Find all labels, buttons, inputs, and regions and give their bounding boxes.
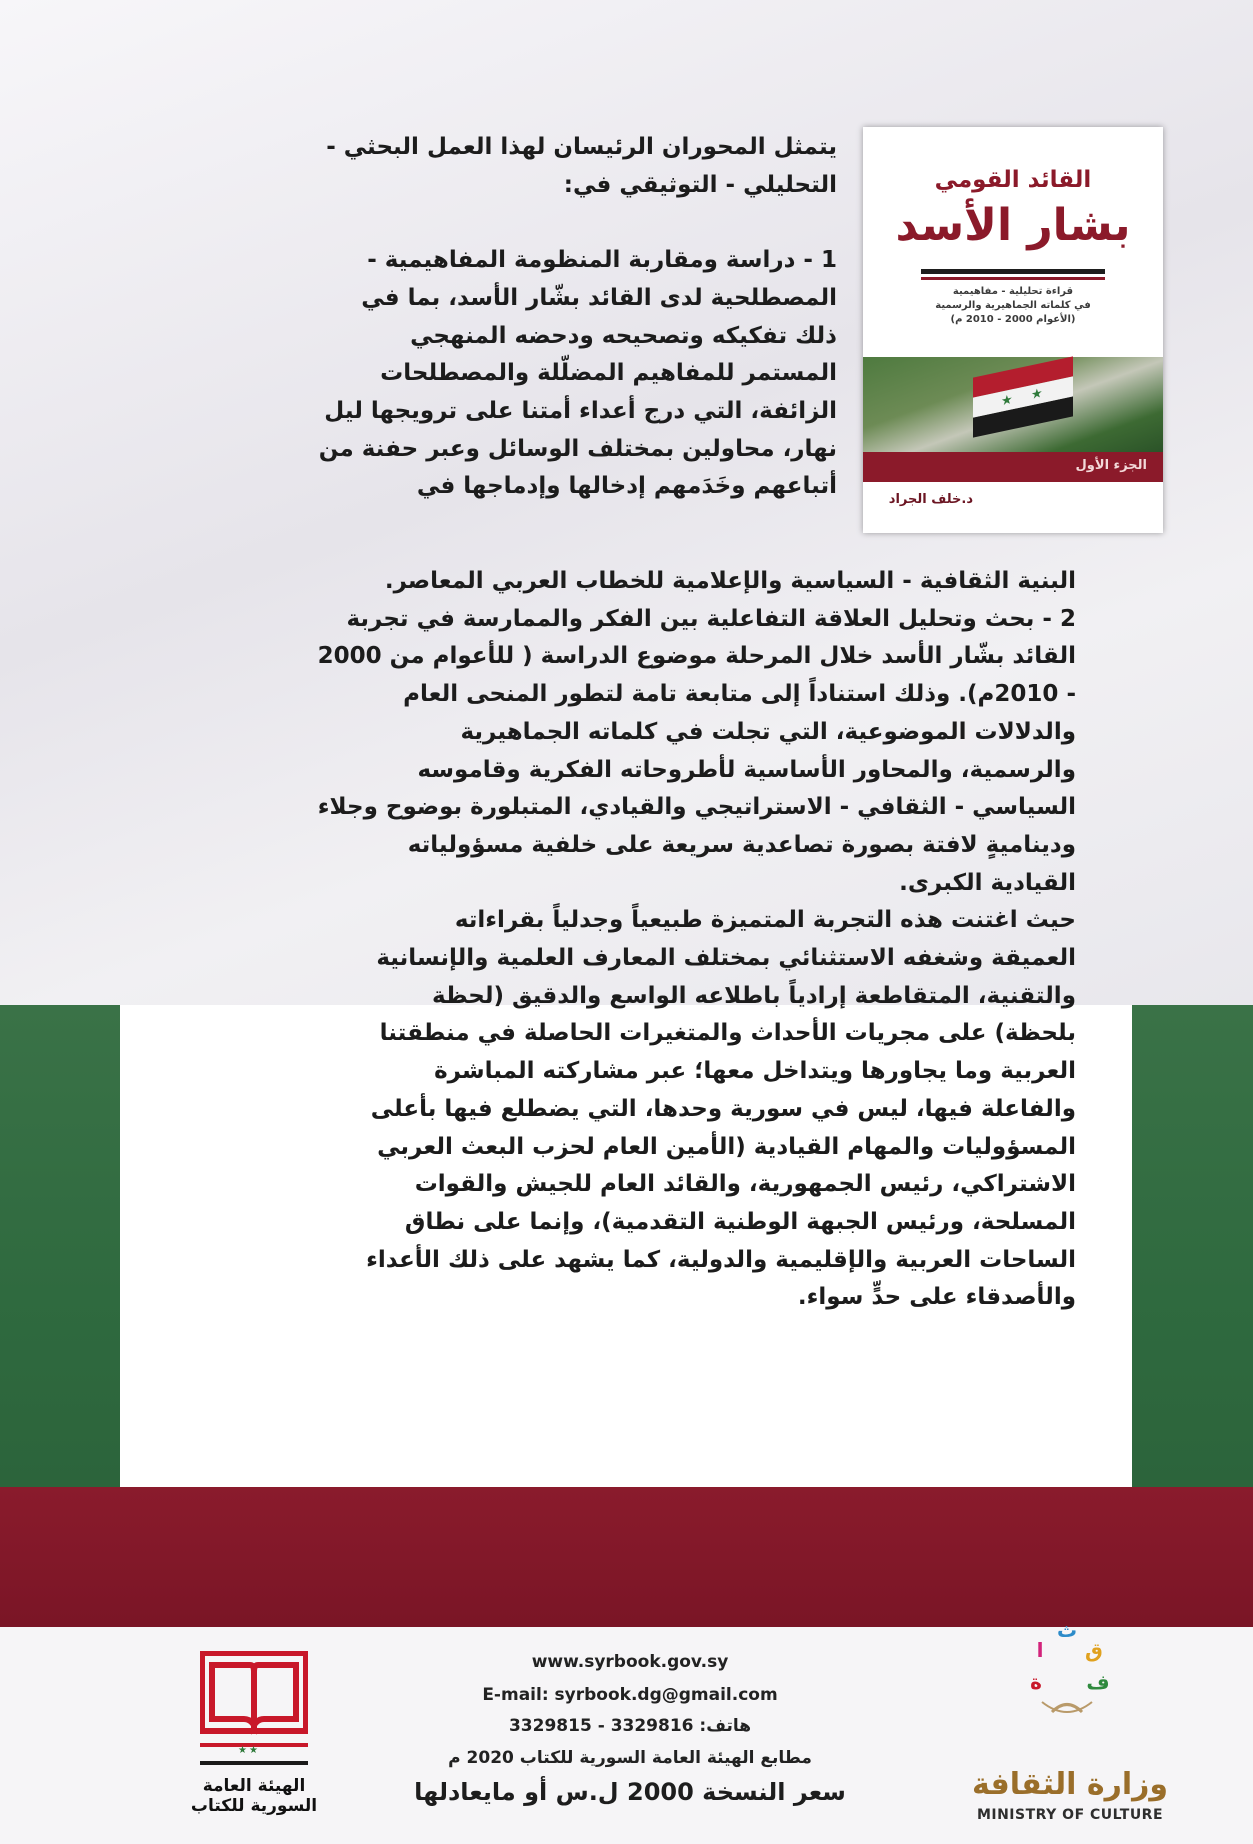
book-cover-divider-accent — [921, 277, 1105, 280]
publisher-name-line: السورية للكتاب — [190, 1796, 318, 1816]
body-line: المستمر للمفاهيم المضلّلة والمصطلحات — [380, 360, 837, 387]
syrian-flag-icon: ★ ★ — [973, 356, 1073, 437]
body-line: القيادية الكبرى. — [899, 869, 1076, 896]
body-line: ذلك تفكيكه وتصحيحه ودحضه المنهجي — [410, 322, 837, 349]
ministry-emblem-icon — [1012, 1617, 1122, 1727]
body-line: 2 - بحث وتحليل العلاقة التفاعلية بين الفكر والممارسة في تجربة — [346, 605, 1076, 632]
stars-icon: ★★ — [238, 1745, 260, 1756]
body-line: يتمثل المحوران الرئيسان لهذا العمل البحثي - — [326, 134, 837, 160]
book-cover-description-line: في كلماته الجماهيرية والرسمية — [935, 300, 1091, 311]
emblem-letter: ف — [1086, 1670, 1110, 1694]
body-line: الاشتراكي، رئيس الجمهورية، والقائد العام للجيش والقوات — [414, 1171, 1076, 1198]
book-cover-description — [903, 285, 1123, 327]
body-line: الزائفة، التي درج أعداء أمتنا على ترويجها ليل — [324, 397, 837, 424]
body-line: التحليلي - التوثيقي في: — [563, 171, 837, 198]
body-line: وديناميةٍ لافتة بصورة تصاعدية سريعة على خلفية مسؤولياته — [407, 831, 1076, 858]
body-line: الساحات العربية والإقليمية والدولية، كما يشهد على ذلك الأعداء — [366, 1246, 1076, 1273]
body-line: العربية وما يجاورها ويتداخل معها؛ عبر مشاركته المباشرة — [434, 1058, 1076, 1085]
body-line: والدلالات الموضوعية، التي تجلت في كلماته الجماهيرية — [460, 718, 1076, 745]
body-line: البنية الثقافية - السياسية والإعلامية للخطاب العربي المعاصر. — [384, 568, 1076, 594]
book-cover-author: د.خلف الجراد — [888, 492, 973, 507]
body-line: والأصدقاء على حدٍّ سواء. — [797, 1284, 1076, 1311]
book-cover-description-line: (الأعوام 2000 - 2010 م) — [950, 314, 1076, 325]
book-cover-part-label: الجزء الأول — [1075, 458, 1147, 473]
book-cover-description-line: قراءة تحليلية - مفاهيمية — [952, 286, 1074, 297]
body-line: أتباعهم وخَدَمهم إدخالها وإدماجها في — [416, 473, 837, 500]
body-line-spacer — [217, 204, 837, 242]
body-line: 1 - دراسة ومقاربة المنظومة المفاهيمية - — [367, 247, 837, 274]
maroon-band — [0, 1487, 1253, 1627]
ministry-name-english: MINISTRY OF CULTURE — [976, 1807, 1164, 1823]
emblem-letter: ق — [1085, 1638, 1103, 1662]
flag-stripe-black — [200, 1761, 308, 1765]
publisher-name — [186, 1776, 322, 1816]
body-line: - 2010م). وذلك استناداً إلى متابعة تامة لتطور المنحى العام — [403, 681, 1076, 708]
body-line: بلحظة) على مجريات الأحداث والمتغيرات الحاصلة في منطقتنا — [379, 1020, 1076, 1047]
publisher-logo — [186, 1651, 376, 1821]
price-line: سعر النسخة 2000 ل.س أو مايعادلها — [414, 1778, 846, 1806]
body-line: حيث اغتنت هذه التجربة المتميزة طبيعياً وجدلياً بقراءاته — [454, 907, 1076, 934]
website-link[interactable]: www.syrbook.gov.sy — [531, 1652, 729, 1672]
body-line: المسلحة، ورئيس الجبهة الوطنية التقدمية)، وإنما على نطاق — [404, 1208, 1076, 1235]
phone-number: هاتف: 3329816 - 3329815 — [508, 1716, 752, 1736]
body-line: السياسي - الثقافي - الاستراتيجي والقيادي، المتبلورة بوضوح وجلاء — [317, 794, 1076, 821]
body-line: والتقنية، المتقاطعة إرادياً باطلاعه الواسع والدقيق (لحظة — [431, 982, 1076, 1009]
open-book-icon — [200, 1651, 308, 1741]
book-cover-subtitle: القائد القومي — [934, 167, 1092, 193]
body-line: نهار، محاولين بمختلف الوسائل وعبر حفنة من — [318, 435, 837, 462]
book-cover-title: بشار الأسد — [895, 200, 1131, 251]
emblem-letter: ا — [1036, 1638, 1044, 1662]
body-line: المصطلحية لدى القائد بشّار الأسد، بما في — [361, 284, 837, 311]
email-link[interactable]: E-mail: syrbook.dg@gmail.com — [482, 1685, 778, 1705]
ministry-name-arabic: وزارة الثقافة — [971, 1767, 1169, 1802]
body-line: العميقة وشغفه الاستثنائي بمختلف المعارف العلمية والإنسانية — [376, 945, 1076, 972]
ministry-logo — [970, 1617, 1170, 1832]
printer-line: مطابع الهيئة العامة السورية للكتاب 2020 م — [448, 1748, 812, 1768]
emblem-letter: ث — [1056, 1618, 1078, 1642]
emblem-letter: ة — [1030, 1670, 1042, 1694]
body-text-intro — [217, 129, 837, 506]
publisher-name-line: الهيئة العامة — [202, 1776, 306, 1796]
book-cover-thumbnail — [863, 127, 1163, 533]
body-line: القائد بشّار الأسد خلال المرحلة موضوع الدراسة ( للأعوام من 2000 — [317, 643, 1076, 670]
body-line: المسؤوليات والمهام القيادية (الأمين العام لحزب البعث العربي — [377, 1133, 1076, 1160]
book-cover-divider — [921, 269, 1105, 274]
body-line: والفاعلة فيها، ليس في سورية وحدها، التي يضطلع فيها بأعلى — [370, 1095, 1076, 1122]
body-text-main — [176, 563, 1076, 1317]
body-line: والرسمية، والمحاور الأساسية لأطروحاته الفكرية وقاموسه — [417, 756, 1076, 783]
